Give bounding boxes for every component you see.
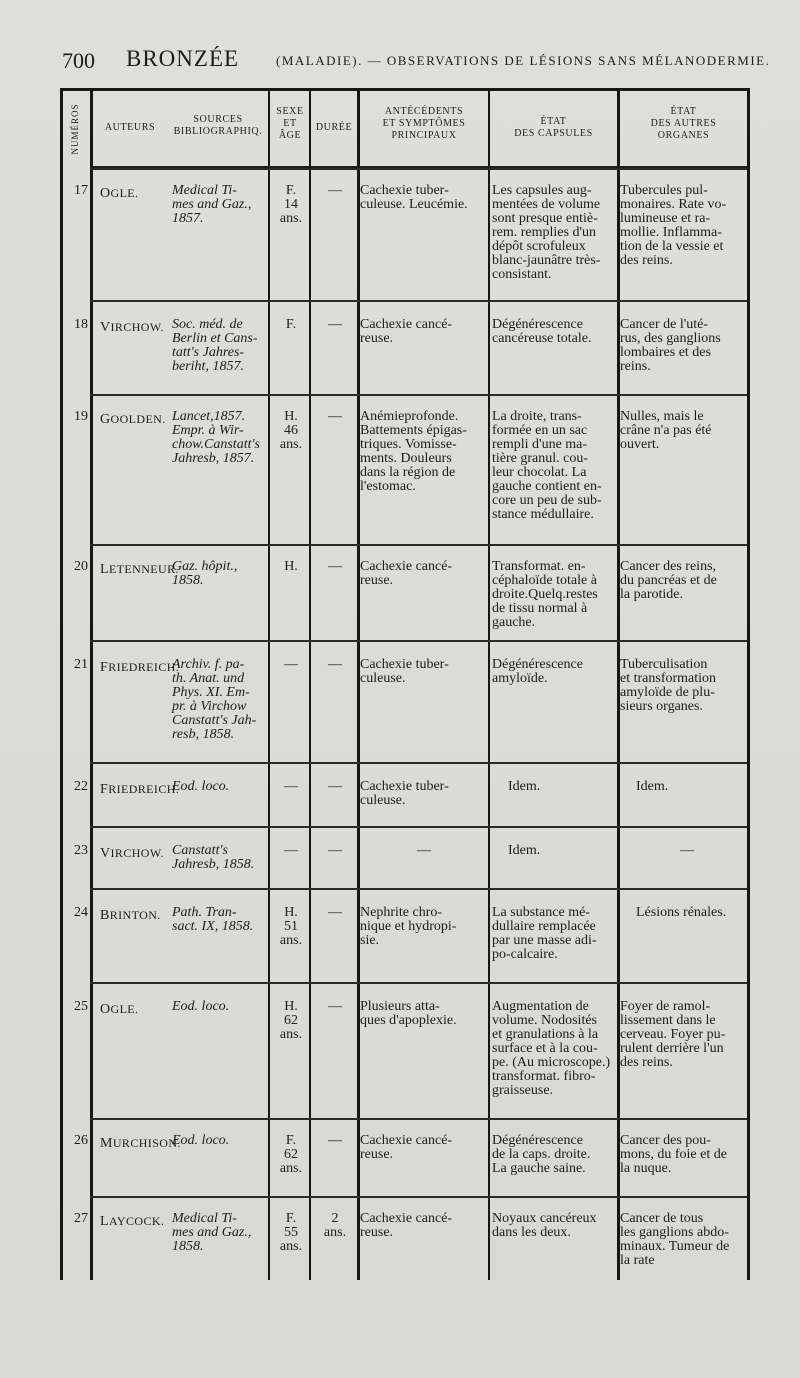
row-other-organs: Tubercules pul- monaires. Rate vo- lumineuse et ra- mollie. Inflamma- tion de la vessie et des reins. (620, 183, 727, 268)
row-number: 18 (74, 317, 88, 332)
row-rule (90, 394, 747, 396)
row-antecedents: Cachexie tuber- culeuse. (360, 657, 449, 686)
row-number: 24 (74, 905, 88, 920)
row-author: LAYCOCK. (100, 1214, 165, 1229)
row-sex-age: H. (284, 559, 298, 574)
row-other-organs: Foyer de ramol- lissement dans le cerveau. Foyer pu- rulent derrière l'un des reins. (620, 999, 726, 1070)
row-duration: — (328, 317, 342, 332)
row-number: 17 (74, 183, 88, 198)
row-capsules: Idem. (508, 843, 541, 858)
row-capsules: Augmentation de volume. Nodosités et granulations à la surface et à la cou- pe. (Au microscope.) transformat. fibro- graisseuse. (492, 999, 611, 1098)
page-number: 700 (62, 48, 95, 73)
row-antecedents: Cachexie tuber- culeuse. Leucémie. (360, 183, 468, 212)
row-capsules: Les capsules aug- mentées de volume sont presque entiè- rem. remplies d'un dépôt scrofuleux blanc-jaunâtre très- consistant. (492, 183, 601, 282)
row-duration: — (328, 657, 342, 672)
row-sex-age: — (284, 779, 298, 794)
column-rule (268, 88, 270, 1280)
row-duration: — (328, 1133, 342, 1148)
column-rule (309, 88, 311, 1280)
row-number: 25 (74, 999, 88, 1014)
page-title: BRONZÉE (126, 46, 240, 71)
row-duration: — (328, 999, 342, 1014)
row-antecedents: Cachexie cancé- reuse. (360, 559, 453, 588)
row-antecedents: Cachexie cancé- reuse. (360, 317, 453, 346)
header-antecedents: ANTÉCÉDENTS ET SYMPTÔMES PRINCIPAUX (382, 106, 466, 141)
column-rule (747, 88, 750, 1280)
row-capsules: Dégénérescence cancéreuse totale. (492, 317, 592, 346)
row-source: Lancet,1857. Empr. à Wir- chow.Canstatt's Jahresb, 1857. (172, 409, 260, 466)
row-sex-age: F. (285, 317, 297, 332)
header-sexe-age: SEXE ET ÂGE (276, 106, 304, 141)
column-rule (488, 88, 490, 1280)
observations-table (60, 88, 750, 1280)
row-duration: — (328, 779, 342, 794)
row-source: Medical Ti- mes and Gaz., 1858. (172, 1211, 252, 1254)
row-antecedents: Nephrite chro- nique et hydropi- sie. (360, 905, 457, 948)
row-rule (90, 982, 747, 984)
row-sex-age: H. 51 ans. (279, 905, 303, 948)
row-sex-age: F. 14 ans. (279, 183, 303, 226)
row-number: 22 (74, 779, 88, 794)
column-rule (90, 88, 93, 1280)
row-capsules: Idem. (508, 779, 541, 794)
row-number: 23 (74, 843, 88, 858)
row-other-organs: Cancer de tous les ganglions abdo- minaux. Tumeur de la rate (620, 1211, 730, 1268)
row-source: Path. Tran- sact. IX, 1858. (172, 905, 254, 934)
row-capsules: Transformat. en- céphaloïde totale à droite.Quelq.restes de tissu normal à gauche. (492, 559, 598, 630)
row-rule (90, 544, 747, 546)
row-sex-age: H. 46 ans. (279, 409, 303, 452)
row-rule (90, 762, 747, 764)
row-source: Medical Ti- mes and Gaz., 1857. (172, 183, 252, 226)
row-duration: — (328, 905, 342, 920)
row-sex-age: — (284, 843, 298, 858)
row-duration: — (328, 843, 342, 858)
header-autres-organes: ÉTAT DES AUTRES ORGANES (650, 106, 717, 141)
row-sex-age: F. 62 ans. (279, 1133, 303, 1176)
row-author: FRIEDREICH. (100, 782, 180, 797)
row-sex-age: — (284, 657, 298, 672)
row-other-organs: Cancer des reins, du pancréas et de la parotide. (620, 559, 717, 602)
column-rule (60, 88, 63, 1280)
page-subtitle: (MALADIE). — OBSERVATIONS DE LÉSIONS SANS MÉLANODERMIE. (276, 53, 771, 68)
row-antecedents: Cachexie cancé- reuse. (360, 1211, 453, 1240)
row-capsules: La substance mé- dullaire remplacée par une masse adi- po-calcaire. (492, 905, 597, 962)
row-capsules: Noyaux cancéreux dans les deux. (492, 1211, 597, 1240)
row-antecedents: — (417, 843, 431, 858)
header-numeros: NUMÉROS (70, 103, 80, 155)
row-other-organs: Cancer des pou- mons, du foie et de la nuque. (620, 1133, 727, 1176)
row-author: MURCHISON. (100, 1136, 181, 1151)
row-rule (90, 640, 747, 642)
row-number: 21 (74, 657, 88, 672)
row-other-organs: — (680, 843, 694, 858)
row-author: FRIEDREICH. (100, 660, 180, 675)
row-other-organs: Lésions rénales. (636, 905, 727, 920)
row-capsules: La droite, trans- formée en un sac rempli d'une ma- tière granul. cou- leur chocolat. La gauche contient en- core un peu de sub- stance médullaire. (492, 409, 602, 522)
row-rule (90, 826, 747, 828)
row-author: LETENNEUR. (100, 562, 179, 577)
row-antecedents: Cachexie tuber- culeuse. (360, 779, 449, 808)
row-author: OGLE. (100, 186, 139, 201)
running-head (62, 46, 792, 76)
row-antecedents: Plusieurs atta- ques d'apoplexie. (360, 999, 457, 1028)
row-author: VIRCHOW. (100, 320, 164, 335)
row-author: OGLE. (100, 1002, 139, 1017)
row-author: VIRCHOW. (100, 846, 164, 861)
row-rule (90, 168, 747, 170)
row-other-organs: Idem. (636, 779, 669, 794)
row-other-organs: Nulles, mais le crâne n'a pas été ouvert. (620, 409, 712, 452)
row-sex-age: F. 55 ans. (279, 1211, 303, 1254)
row-source: Eod. loco. (172, 999, 230, 1014)
row-number: 27 (74, 1211, 88, 1226)
row-rule (90, 300, 747, 302)
table-top-rule (60, 88, 750, 91)
row-other-organs: Tuberculisation et transformation amyloïde de plu- sieurs organes. (620, 657, 717, 714)
row-other-organs: Cancer de l'uté- rus, des ganglions lombaires et des reins. (620, 317, 721, 374)
row-antecedents: Anémieprofonde. Battements épigas- triques. Vomisse- ments. Douleurs dans la région de l'estomac. (360, 409, 467, 494)
header-sources: SOURCES BIBLIOGRAPHIQ. (173, 114, 263, 137)
row-source: Eod. loco. (172, 779, 230, 794)
row-number: 19 (74, 409, 88, 424)
row-rule (90, 1118, 747, 1120)
row-capsules: Dégénérescence de la caps. droite. La gauche saine. (492, 1133, 591, 1176)
row-duration: — (328, 409, 342, 424)
row-sex-age: H. 62 ans. (279, 999, 303, 1042)
header-capsules: ÉTAT DES CAPSULES (514, 116, 593, 139)
row-source: Archiv. f. pa- th. Anat. und Phys. XI. Em- pr. à Virchow Canstatt's Jah- resb, 1858. (172, 657, 257, 742)
header-auteurs: AUTEURS (104, 122, 156, 133)
row-author: GOOLDEN. (100, 412, 166, 427)
row-duration: — (328, 559, 342, 574)
row-source: Soc. méd. de Berlin et Cans- tatt's Jahres- beriht, 1857. (172, 317, 258, 374)
row-rule (90, 888, 747, 890)
header-duree: DURÉE (315, 122, 353, 133)
row-source: Canstatt's Jahresb, 1858. (172, 843, 255, 872)
row-source: Gaz. hôpit., 1858. (172, 559, 238, 588)
row-antecedents: Cachexie cancé- reuse. (360, 1133, 453, 1162)
row-duration: — (328, 183, 342, 198)
row-source: Eod. loco. (172, 1133, 230, 1148)
row-rule (90, 1196, 747, 1198)
row-capsules: Dégénérescence amyloïde. (492, 657, 583, 686)
row-author: BRINTON. (100, 908, 161, 923)
row-number: 20 (74, 559, 88, 574)
row-number: 26 (74, 1133, 88, 1148)
row-duration: 2 ans. (323, 1211, 347, 1240)
